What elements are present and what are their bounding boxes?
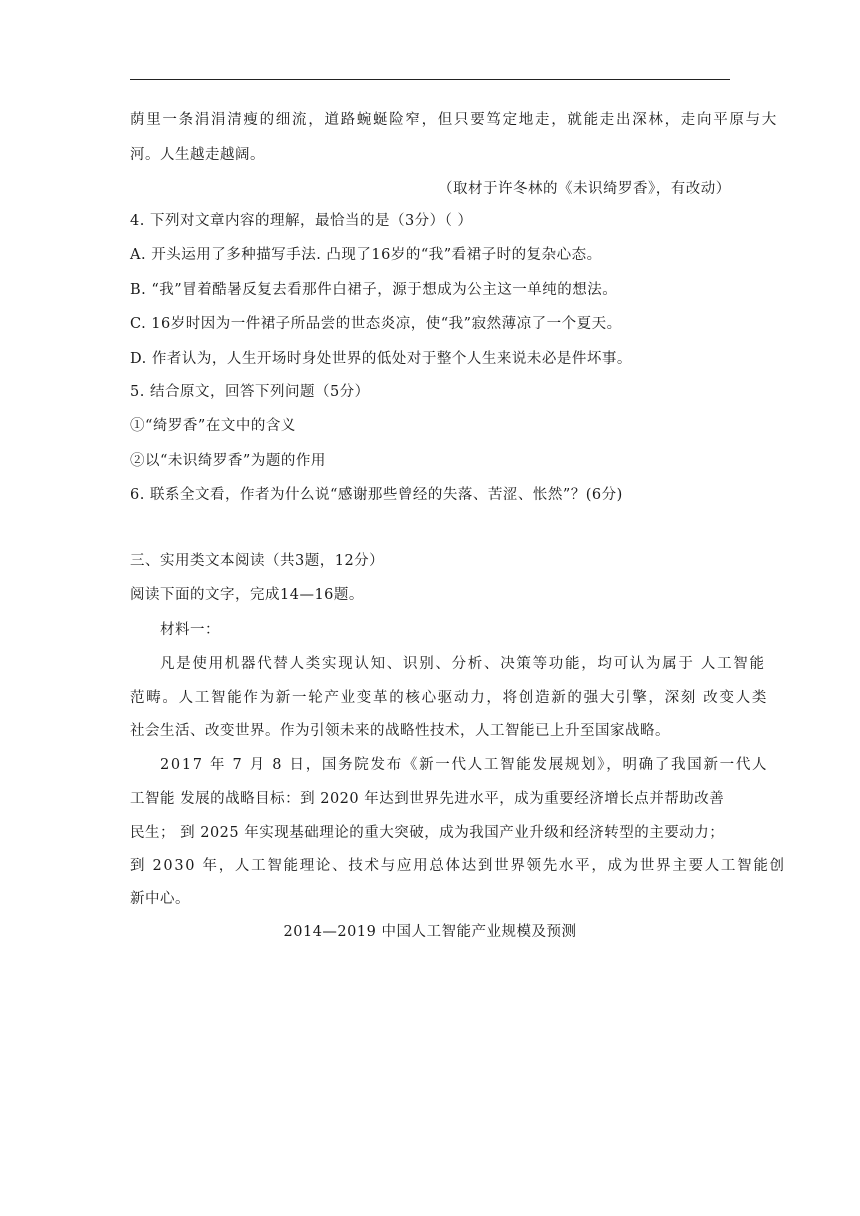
question-4: 4. 下列对文章内容的理解，最恰当的是（3分）（ ）: [130, 213, 473, 229]
passage-line-1: 荫里一条涓涓清瘦的细流，道路蜿蜒险窄，但只要笃定地走，就能走出深林，走向平原与大: [130, 112, 778, 128]
section-3-heading: 三、实用类文本阅读（共3题，12分）: [130, 553, 385, 569]
material-paragraph-2-line-2: 工智能 发展的战略目标：到 2020 年达到世界先进水平，成为重要经济增长点并帮助改善: [130, 791, 725, 807]
material-paragraph-1-line-2: 范畴。人工智能作为新一轮产业变革的核心驱动力，将创造新的强大引擎，深刻 改变人类: [130, 690, 769, 706]
material-label: 材料一：: [160, 622, 220, 638]
question-4-option-d: D. 作者认为，人生开场时身处世界的低处对于整个人生来说未必是件坏事。: [130, 351, 632, 367]
question-6: 6. 联系全文看，作者为什么说“感谢那些曾经的失落、苦涩、怅然”？(6分): [130, 487, 623, 503]
material-paragraph-2-line-5: 新中心。: [130, 891, 190, 907]
section-3-instruction: 阅读下面的文字，完成14—16题。: [130, 587, 364, 603]
question-5-item-2: ②以“未识绮罗香”为题的作用: [130, 453, 326, 469]
material-paragraph-2-line-3: 民生； 到 2025 年实现基础理论的重大突破，成为我国产业升级和经济转型的主要动力；: [130, 825, 725, 841]
material-paragraph-1-line-3: 社会生活、改变世界。作为引领未来的战略性技术，人工智能已上升至国家战略。: [130, 723, 670, 739]
material-paragraph-1-line-1: 凡是使用机器代替人类实现认知、识别、分析、决策等功能，均可认为属于 人工智能: [160, 656, 766, 672]
material-paragraph-2-line-1: 2017 年 7 月 8 日，国务院发布《新一代人工智能发展规划》，明确了我国新一代人: [160, 757, 769, 773]
question-5-item-1: ①“绮罗香”在文中的含义: [130, 418, 296, 434]
chart-caption: 2014—2019 中国人工智能产业规模及预测: [283, 924, 577, 940]
question-5: 5. 结合原文，回答下列问题（5分）: [130, 384, 370, 400]
material-paragraph-2-line-4: 到 2030 年，人工智能理论、技术与应用总体达到世界领先水平，成为世界主要人工智能创: [130, 858, 786, 874]
passage-source: （取材于许冬林的《未识绮罗香》，有改动）: [438, 181, 731, 197]
question-4-option-a: A. 开头运用了多种描写手法. 凸现了16岁的“我”看裙子时的复杂心态。: [130, 247, 602, 263]
question-4-option-b: B. “我”冒着酷暑反复去看那件白裙子，源于想成为公主这一单纯的想法。: [130, 282, 618, 298]
passage-line-2: 河。人生越走越阔。: [130, 147, 265, 163]
question-4-option-c: C. 16岁时因为一件裙子所品尝的世态炎凉，使“我”寂然薄凉了一个夏天。: [130, 316, 622, 332]
header-rule: [130, 79, 730, 80]
